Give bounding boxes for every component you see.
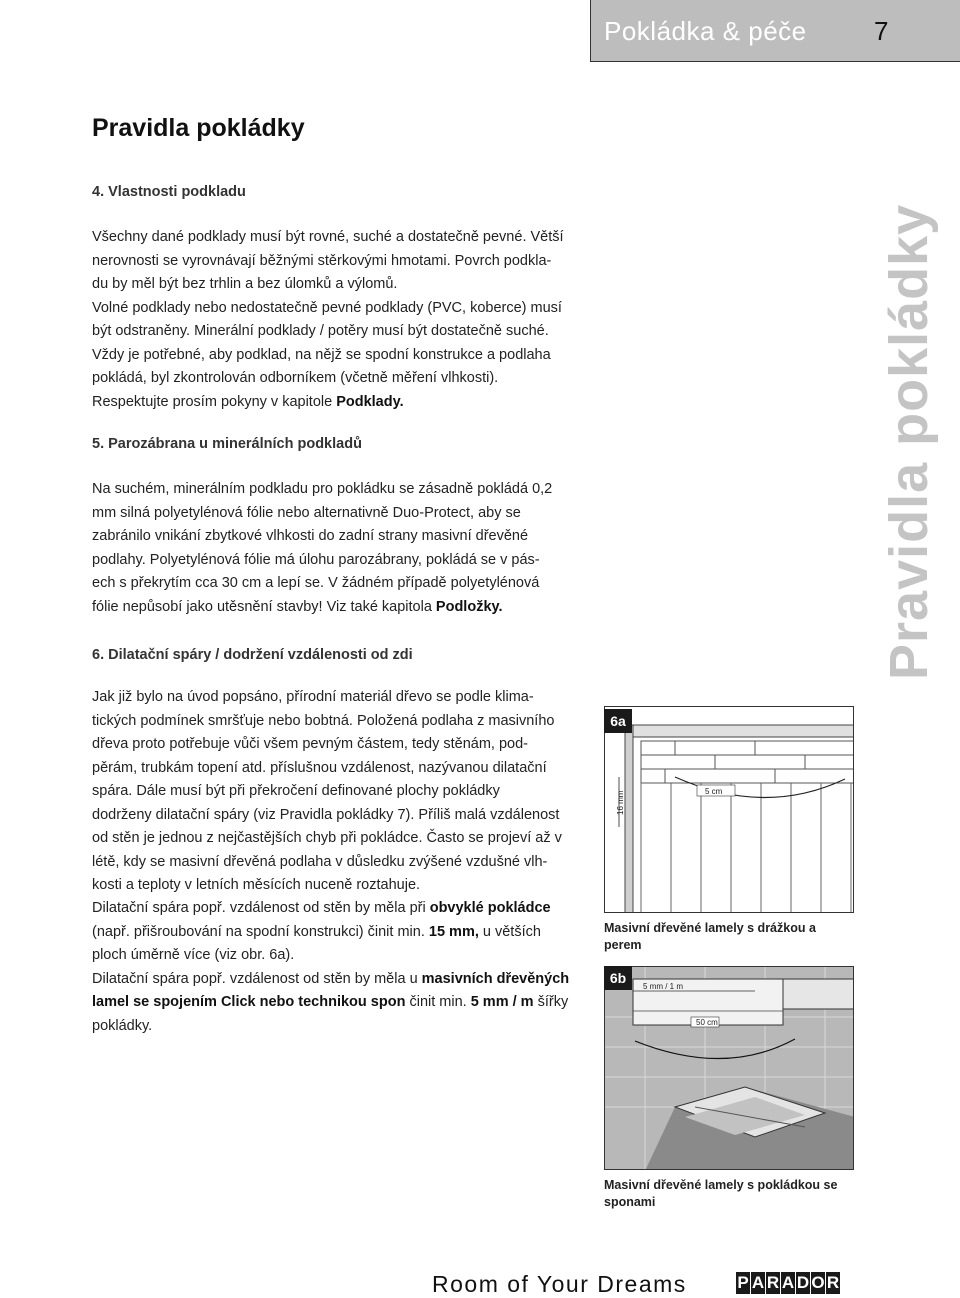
text-span: činit min. <box>405 994 471 1010</box>
brand-letter: O <box>811 1273 825 1292</box>
bold-text: 5 mm / m <box>470 994 534 1010</box>
figure-6a-dim-vertical: 16 mm <box>616 790 625 815</box>
text-line <box>92 921 592 945</box>
section-5-heading: 5. Parozábrana u minerálních podkladů <box>92 436 362 452</box>
page-title: Pravidla pokládky <box>92 114 305 142</box>
text-line: Jak již bylo na úvod popsáno, přírodní materiál dřevo se podle klima- <box>92 689 534 705</box>
text-line: du by měl být bez trhlin a bez úlomků a výlomů. <box>92 276 398 292</box>
brand-letter: A <box>751 1273 765 1292</box>
text-line: Volné podklady nebo nedostatečně pevné podklady (PVC, koberce) musí <box>92 299 562 316</box>
text-line: Na suchém, minerálním podkladu pro pokládku se zásadně pokládá 0,2 <box>92 481 553 497</box>
bold-reference: Podložky. <box>435 598 503 615</box>
text-span: Respektujte prosím pokyny v kapitole <box>92 393 337 410</box>
brand-letter: R <box>766 1273 780 1292</box>
text-line: pokládky. <box>92 1017 153 1034</box>
text-line: od stěn je jednou z nejčastějších chyb při pokládce. Často se projeví až v <box>92 830 562 846</box>
text-span: šířky <box>533 994 569 1010</box>
text-line: kosti a teploty v letních měsících nuceně roztahuje. <box>92 877 421 893</box>
text-line: létě, kdy se masivní dřevěná podlaha v důsledku zvýšené vzdušné vlh- <box>92 853 548 870</box>
text-line <box>92 391 592 415</box>
text-line: pěrám, trubkám topení atd. příslušnou vzdálenost, nazývanou dilatační <box>92 759 547 776</box>
text-line: být odstraněny. Minerální podklady / potěry musí být dostatečně suché. <box>92 323 549 339</box>
figure-6b-drawing <box>605 967 854 1170</box>
section-4-text <box>92 226 592 414</box>
text-line: nerovnosti se vyrovnávají běžnými stěrkovými hmotami. Povrch podkla- <box>92 252 552 269</box>
text-line: spára. Dále musí být při překročení definované plochy pokládky <box>92 783 500 799</box>
brand-letter: D <box>796 1273 810 1292</box>
text-span: u větších <box>478 923 541 940</box>
bold-text: masivních dřevěných <box>421 970 570 987</box>
figure-6a-dim-horizontal: 5 cm <box>705 787 723 796</box>
brand-letter: P <box>737 1273 749 1292</box>
text-line: mm silná polyetylénová fólie nebo alternativně Duo-Protect, aby se <box>92 504 521 521</box>
text-line: zabránilo vnikání zbytkové vlhkosti do zadní strany masivní dřevěné <box>92 528 529 544</box>
text-line <box>92 897 592 921</box>
footer-slogan: Room of Your Dreams <box>432 1271 687 1297</box>
section-6-standard-gap <box>92 897 592 1038</box>
vertical-side-title: Pravidla pokládky <box>879 203 939 680</box>
bold-text: lamel se spojením Click nebo technikou spon <box>92 994 406 1010</box>
text-line: dodrženy dilatační spáry (viz Pravidla pokládky 7). Příliš malá vzdálenost <box>92 806 560 823</box>
text-line: ech s překrytím cca 30 cm a lepí se. V žádném případě polyetylénová <box>92 575 540 591</box>
page-number: 7 <box>874 16 889 46</box>
section-6-text <box>92 686 592 898</box>
text-span: Dilatační spára popř. vzdálenost od stěn by měla u <box>92 970 422 987</box>
section-5-text <box>92 478 592 619</box>
text-line <box>92 596 592 620</box>
figure-6b-label: 6b <box>604 966 632 990</box>
figure-6b-caption: Masivní dřevěné lamely s pokládkou se sponami <box>604 1178 838 1209</box>
text-span: Dilatační spára popř. vzdálenost od stěn by měla při <box>92 900 430 916</box>
brand-letter: R <box>826 1273 840 1292</box>
text-line: Všechny dané podklady musí být rovné, suché a dostatečně pevné. Větší <box>92 229 564 245</box>
section-6-heading: 6. Dilatační spáry / dodržení vzdálenosti od zdi <box>92 647 413 663</box>
brand-logo <box>736 1272 841 1294</box>
text-line: ploch úměrně více (viz obr. 6a). <box>92 947 295 963</box>
bold-text: 15 mm, <box>428 923 479 940</box>
figure-6b-dim-top: 5 mm / 1 m <box>643 982 684 991</box>
section-4-heading: 4. Vlastnosti podkladu <box>92 184 246 200</box>
text-line: tických podmínek smršťuje nebo bobtná. Položená podlaha z masivního <box>92 712 555 729</box>
bold-reference: Podklady. <box>336 393 404 410</box>
bold-text: obvyklé pokládce <box>429 900 551 916</box>
figure-6b-dim-middle: 50 cm <box>696 1018 718 1027</box>
text-line <box>92 968 592 992</box>
figure-6a-caption: Masivní dřevěné lamely s drážkou a perem <box>604 921 816 952</box>
text-line: pokládá, byl zkontrolován odborníkem (včetně měření vlhkosti). <box>92 370 499 386</box>
text-line <box>92 991 592 1015</box>
figure-6a <box>604 706 854 913</box>
text-line: Vždy je potřebné, aby podklad, na nějž se spodní konstrukce a podlaha <box>92 346 551 363</box>
text-line: dřeva proto potřebuje vůči všem pevným částem, tedy stěnám, pod- <box>92 736 529 752</box>
figure-6b <box>604 966 854 1170</box>
header-title: Pokládka & péče <box>604 16 807 46</box>
brand-letter: A <box>781 1273 795 1292</box>
figure-6a-label: 6a <box>604 709 632 733</box>
text-line: podlahy. Polyetylénová fólie má úlohu parozábrany, pokládá se v pás- <box>92 551 540 568</box>
figure-6a-drawing <box>605 707 854 913</box>
text-span: fólie nepůsobí jako utěsnění stavby! Viz také kapitola <box>92 598 436 615</box>
text-span: (např. přišroubování na spodní konstrukci) činit min. <box>92 923 429 940</box>
